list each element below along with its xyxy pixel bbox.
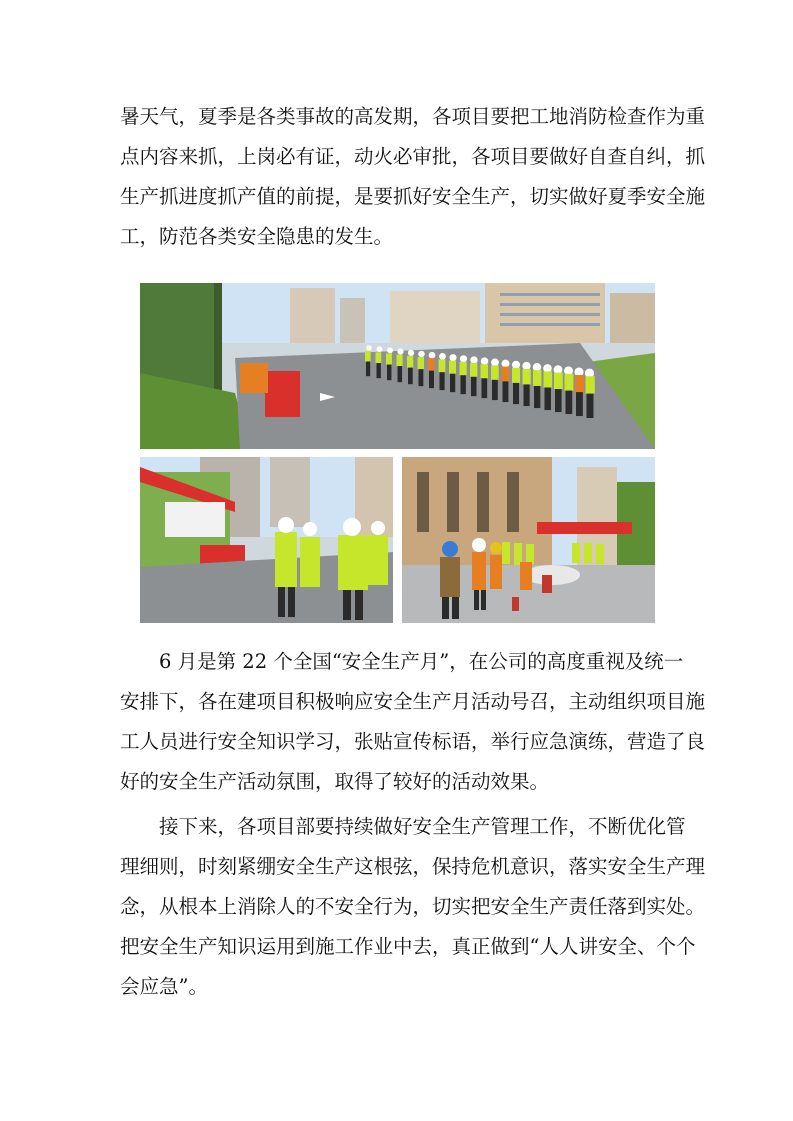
workers-lined-up-photo	[140, 283, 655, 449]
text-line: 理细则，时刻紧绷安全生产这根弦，保持危机意识，落实安全生产理	[120, 855, 706, 878]
text-line: 工人员进行安全知识学习，张贴宣传标语，举行应急演练，营造了良	[120, 730, 706, 753]
text-line: 把安全生产知识运用到施工作业中去，真正做到“人人讲安全、个个	[120, 935, 696, 958]
fire-drill-photo	[402, 457, 655, 623]
text-line: 好的安全生产活动氛围，取得了较好的活动效果。	[120, 770, 550, 793]
paragraph-summer-safety	[120, 97, 706, 257]
safety-banner-photo	[140, 457, 393, 623]
text-line: 点内容来抓，上岗必有证，动火必审批，各项目要做好自查自纠，抓	[120, 145, 706, 168]
paragraph-safety-month	[120, 642, 706, 802]
text-line: 念，从根本上消除人的不安全行为，切实把安全生产责任落到实处。	[120, 895, 706, 918]
text-line: 工，防范各类安全隐患的发生。	[120, 225, 394, 248]
text-line: 接下来，各项目部要持续做好安全生产管理工作，不断优化管	[159, 815, 686, 838]
text-line: 生产抓进度抓产值的前提，是要抓好安全生产，切实做好夏季安全施	[120, 185, 706, 208]
paragraph-next-steps	[120, 807, 706, 1007]
text-line: 会应急”。	[120, 975, 208, 998]
text-line: 6 月是第 22 个全国“安全生产月”，在公司的高度重视及统一	[159, 650, 684, 673]
text-line: 暑天气，夏季是各类事故的高发期，各项目要把工地消防检查作为重	[120, 105, 706, 128]
text-line: 安排下，各在建项目积极响应安全生产月活动号召，主动组织项目施	[120, 690, 706, 713]
